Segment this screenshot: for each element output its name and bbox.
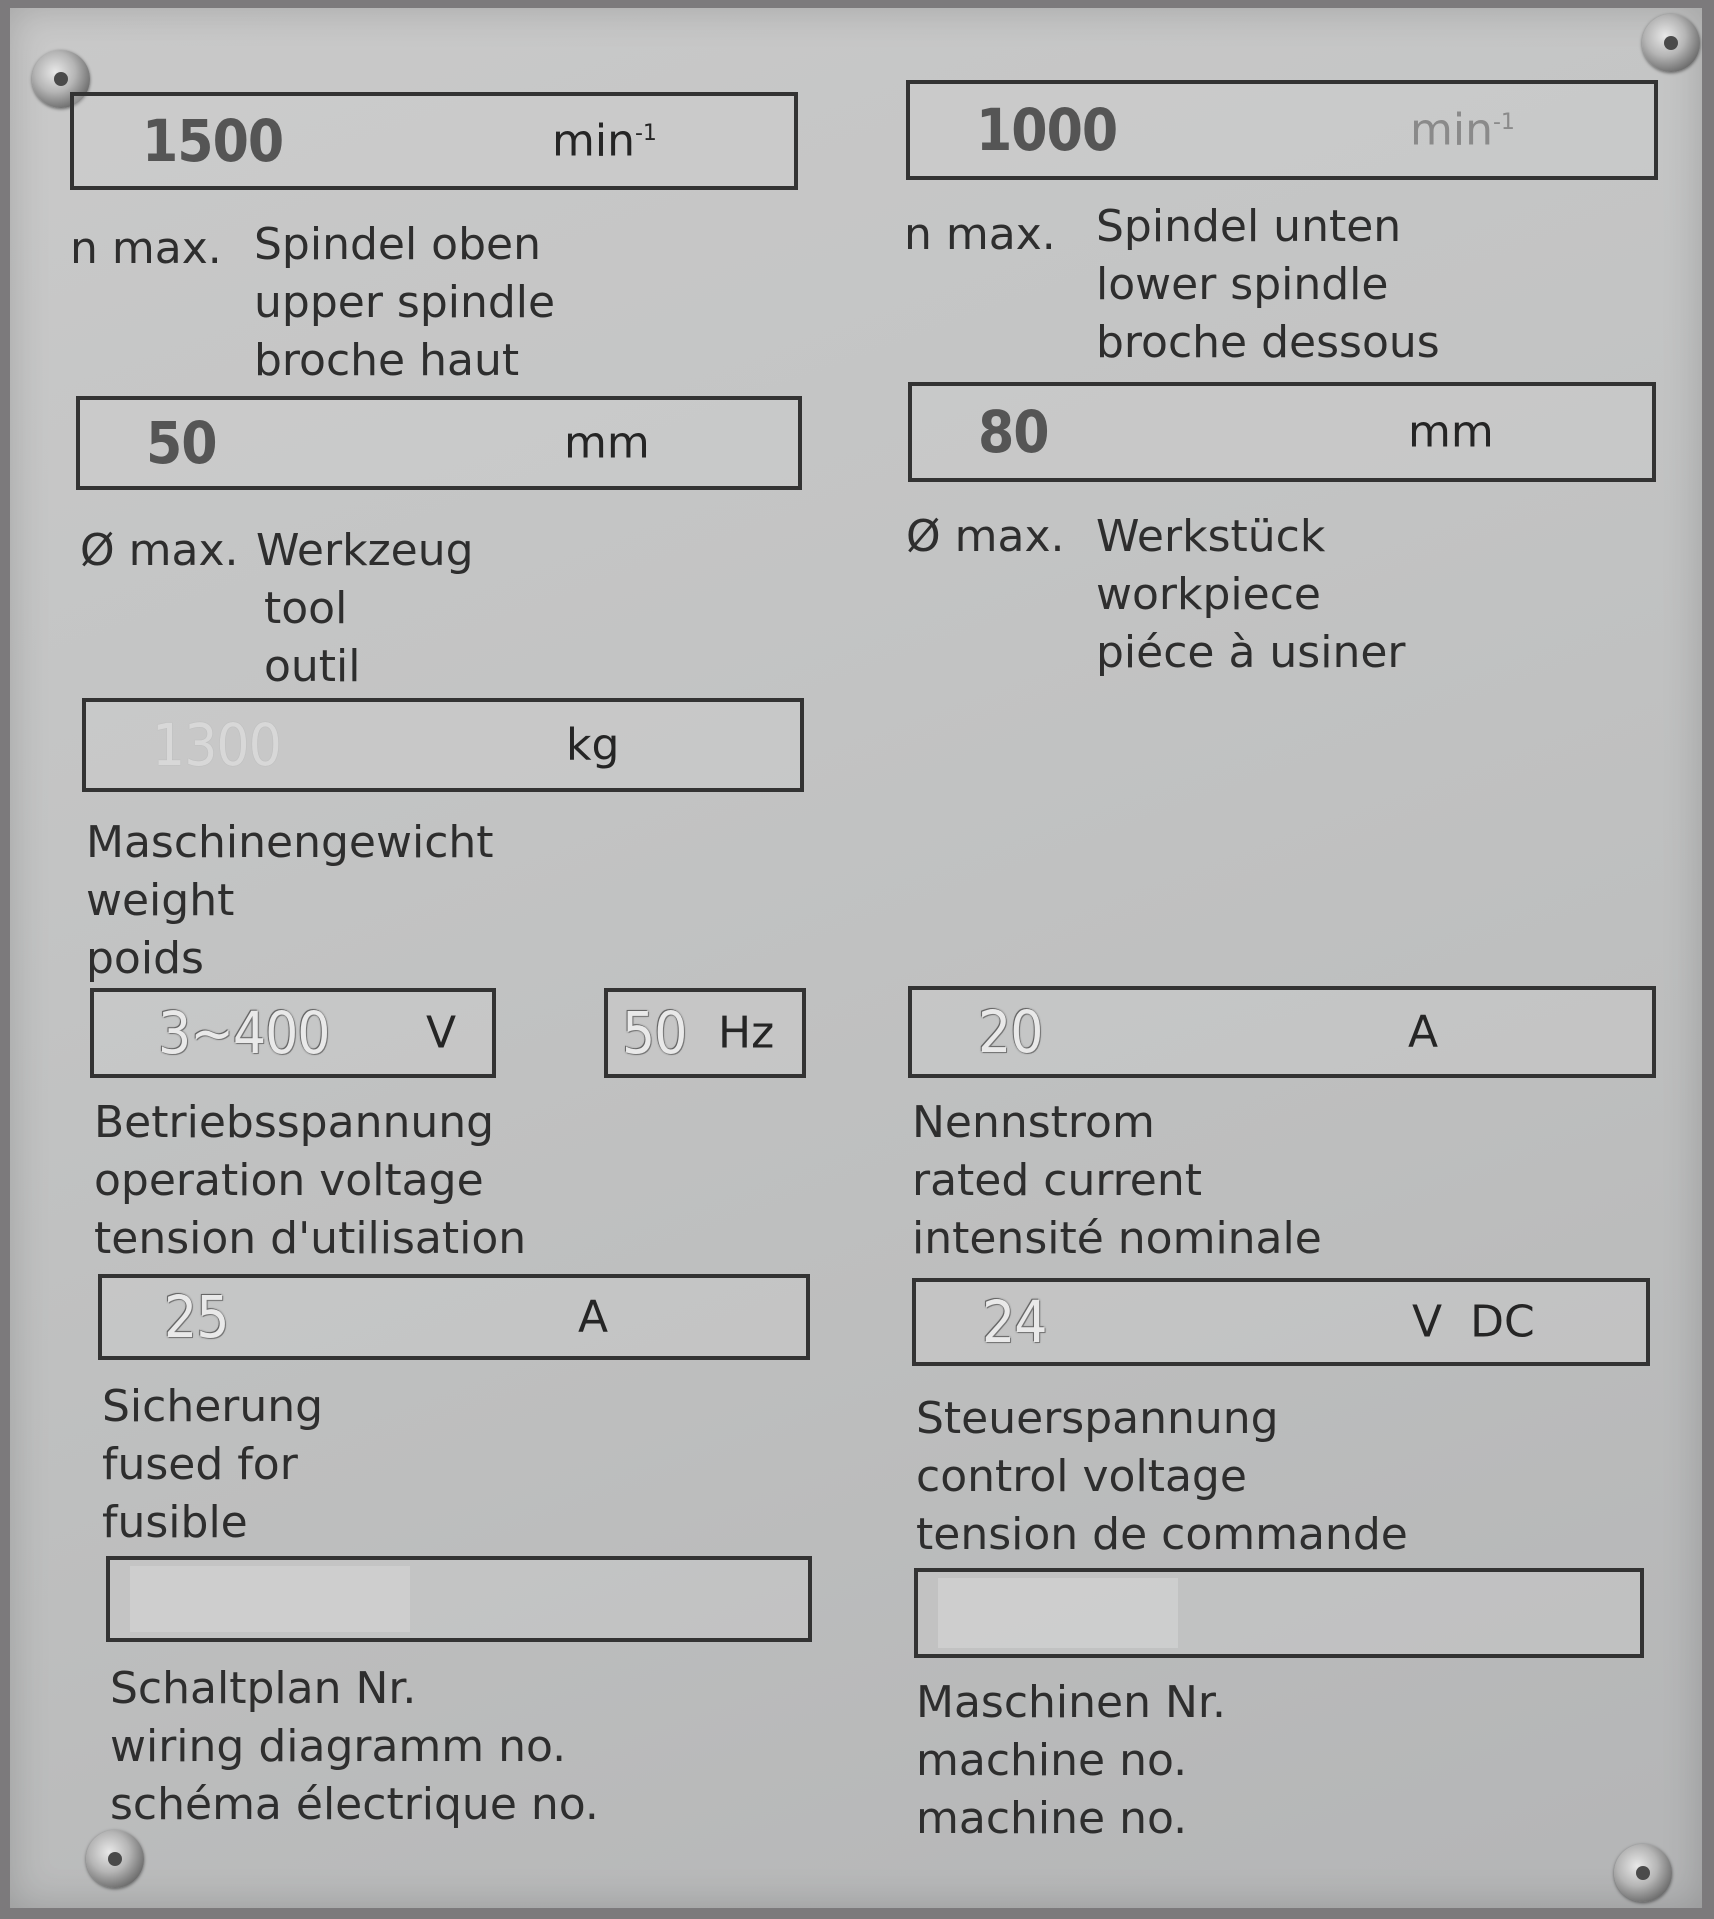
screw-icon — [1614, 1844, 1672, 1902]
label-de: Werkzeug — [256, 525, 474, 576]
rpm-lower-prefix: n max. — [904, 209, 1056, 260]
fuse-field — [98, 1274, 810, 1360]
label-de: Betriebsspannung — [94, 1097, 495, 1148]
workpiece-diameter-unit: mm — [1408, 406, 1494, 458]
label-en: operation voltage — [94, 1155, 484, 1206]
frequency-field — [604, 988, 806, 1078]
tool-diameter-prefix: Ø max. — [80, 525, 239, 576]
label-de: Spindel unten — [1096, 201, 1402, 252]
label-fr: outil — [264, 641, 361, 692]
rpm-upper-prefix: n max. — [70, 223, 222, 274]
label-en: workpiece — [1096, 569, 1321, 620]
label-de: Werkstück — [1096, 511, 1326, 562]
label-de: Steuerspannung — [916, 1393, 1279, 1444]
control-voltage-value: 24 — [982, 1288, 1047, 1356]
label-en: control voltage — [916, 1451, 1247, 1502]
weight-unit: kg — [566, 719, 620, 771]
label-en: wiring diagramm no. — [110, 1721, 567, 1772]
tool-diameter-field — [76, 396, 802, 490]
control-voltage-labels — [916, 1390, 1408, 1564]
rpm-upper-unit: $\min^{-1}$ — [552, 115, 657, 167]
label-en: tool — [264, 583, 348, 634]
label-fr: intensité nominale — [912, 1213, 1322, 1264]
label-fr: broche haut — [254, 335, 520, 386]
label-en: rated current — [912, 1155, 1203, 1206]
fuse-labels — [102, 1378, 323, 1552]
rpm-lower-field — [906, 80, 1658, 180]
label-fr: poids — [86, 933, 204, 984]
rpm-upper-labels — [254, 216, 555, 390]
wiring-diagram-labels — [110, 1660, 599, 1834]
rpm-lower-labels — [1096, 198, 1440, 372]
label-de: Nennstrom — [912, 1097, 1155, 1148]
workpiece-diameter-field — [908, 382, 1656, 482]
rated-current-unit: A — [1408, 1006, 1439, 1058]
tool-diameter-unit: mm — [564, 417, 650, 469]
voltage-unit: V — [426, 1007, 457, 1059]
label-en: machine no. — [916, 1735, 1188, 1786]
rpm-upper-field — [70, 92, 798, 190]
weight-labels — [86, 814, 494, 988]
rated-current-field — [908, 986, 1656, 1078]
label-de: Schaltplan Nr. — [110, 1663, 417, 1714]
workpiece-diameter-prefix: Ø max. — [906, 511, 1065, 562]
label-fr: broche dessous — [1096, 317, 1440, 368]
label-de: Maschinengewicht — [86, 817, 494, 868]
rpm-upper-value: 1500 — [142, 107, 284, 175]
label-de: Sicherung — [102, 1381, 324, 1432]
weight-value: 1300 — [152, 711, 281, 779]
rated-current-value: 20 — [978, 998, 1043, 1066]
label-fr: tension de commande — [916, 1509, 1408, 1560]
wiring-diagram-field — [106, 1556, 812, 1642]
frequency-value: 50 — [622, 999, 687, 1067]
label-fr: tension d'utilisation — [94, 1213, 527, 1264]
redacted-area — [130, 1566, 410, 1632]
fuse-value: 25 — [164, 1283, 229, 1351]
fuse-unit: A — [578, 1291, 609, 1343]
label-fr: fusible — [102, 1497, 248, 1548]
voltage-field — [90, 988, 496, 1078]
label-en: lower spindle — [1096, 259, 1389, 310]
workpiece-diameter-value: 80 — [978, 398, 1049, 466]
label-de: Spindel oben — [254, 219, 541, 270]
label-fr: schéma électrique no. — [110, 1779, 599, 1830]
screw-icon — [86, 1830, 144, 1888]
voltage-labels — [94, 1094, 526, 1268]
workpiece-diameter-labels — [1096, 508, 1406, 682]
machine-number-field — [914, 1568, 1644, 1658]
label-fr: piéce à usiner — [1096, 627, 1406, 678]
tool-diameter-labels — [256, 522, 474, 696]
label-en: weight — [86, 875, 235, 926]
rpm-lower-value: 1000 — [976, 96, 1118, 164]
voltage-value: 3~400 — [158, 999, 330, 1067]
rpm-lower-unit: $\min^{-1}$ — [1410, 104, 1515, 156]
redacted-area — [938, 1578, 1178, 1648]
machine-number-labels — [916, 1674, 1226, 1848]
frequency-unit: Hz — [718, 1007, 775, 1059]
control-voltage-unit: V DC — [1412, 1296, 1535, 1348]
weight-field — [82, 698, 804, 792]
label-de: Maschinen Nr. — [916, 1677, 1226, 1728]
screw-icon — [1642, 14, 1700, 72]
control-voltage-field — [912, 1278, 1650, 1366]
tool-diameter-value: 50 — [146, 409, 217, 477]
rated-current-labels — [912, 1094, 1322, 1268]
label-en: upper spindle — [254, 277, 556, 328]
label-en: fused for — [102, 1439, 298, 1490]
label-fr: machine no. — [916, 1793, 1188, 1844]
nameplate — [10, 8, 1702, 1908]
